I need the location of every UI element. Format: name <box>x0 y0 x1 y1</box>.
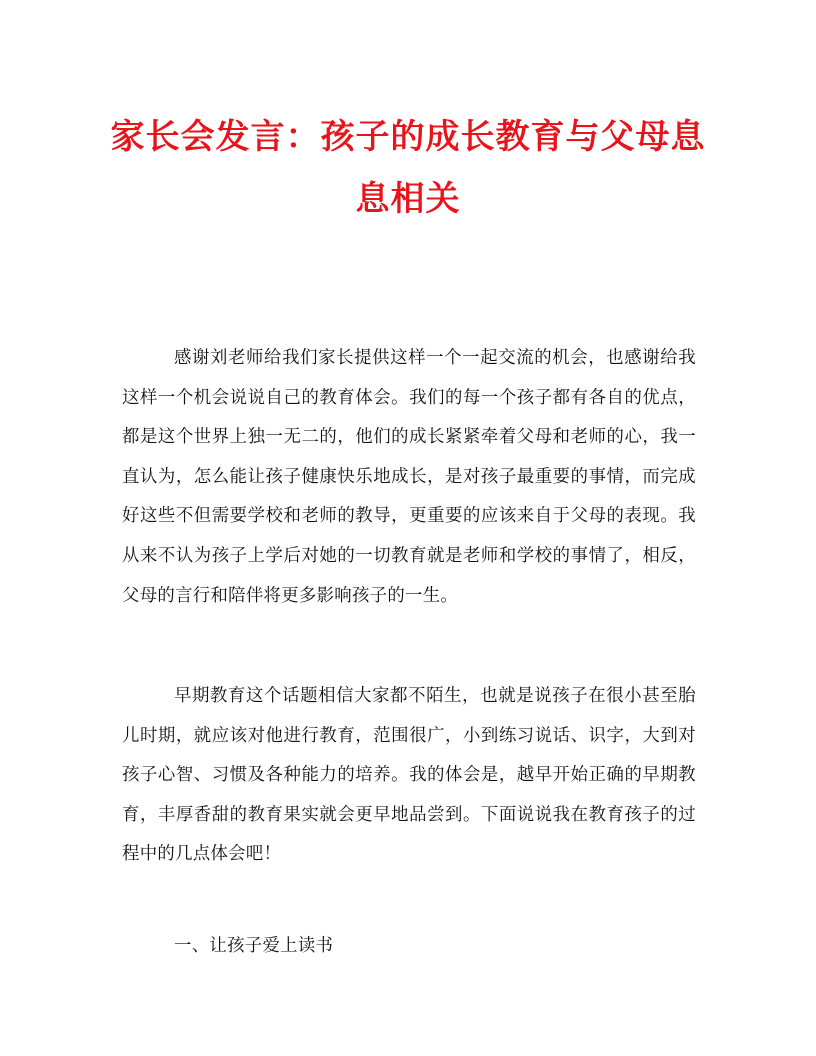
paragraph-1: 感谢刘老师给我们家长提供这样一个一起交流的机会，也感谢给我这样一个机会说说自己的教育体会。我们的每一个孩子都有各自的优点，都是这个世界上独一无二的，他们的成长紧紧牵着父母和老师的心，我一直认为，怎么能让孩子健康快乐地成长，是对孩子最重要的事情，而完成好这些不但需要学校和老师的教导，更重要的应该来自于父母的表现。我从来不认为孩子上学后对她的一切教育就是老师和学校的事情了，相反，父母的言行和陪伴将更多影响孩子的一生。 <box>122 348 696 606</box>
document-title: 家长会发言：孩子的成长教育与父母息息相关 <box>110 117 706 219</box>
section-heading: 一、让孩子爱上读书 <box>174 936 334 956</box>
paragraph-2: 早期教育这个话题相信大家都不陌生，也就是说孩子在很小甚至胎儿时期，就应该对他进行教育，范围很广，小到练习说话、识字，大到对孩子心智、习惯及各种能力的培养。我的体会是，越早开始正确的早期教育，丰厚香甜的教育果实就会更早地品尝到。下面说说我在教育孩子的过程中的几点体会吧！ <box>122 686 696 865</box>
